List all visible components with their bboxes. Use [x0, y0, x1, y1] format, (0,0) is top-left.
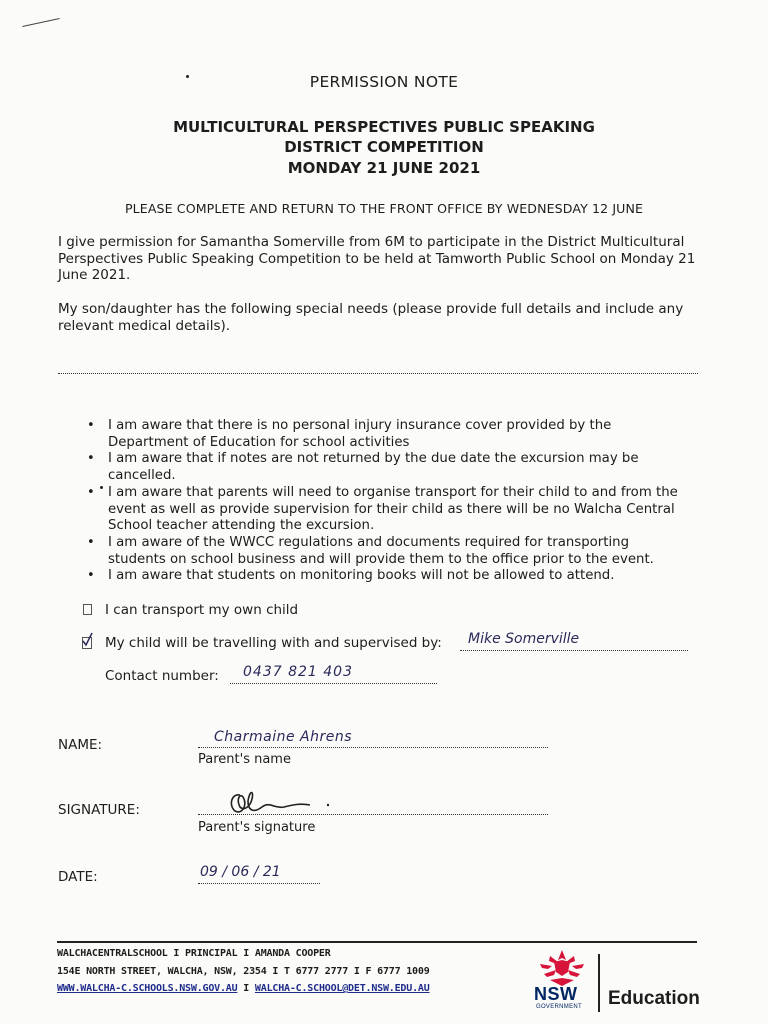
transport-checkbox[interactable]: [83, 604, 92, 615]
checkmark-icon: [81, 632, 95, 648]
date-field[interactable]: [198, 883, 320, 884]
special-needs-field[interactable]: [58, 373, 698, 374]
footer-website-link[interactable]: WWW.WALCHA-C.SCHOOLS.NSW.GOV.AU: [57, 983, 238, 994]
contact-field[interactable]: [230, 683, 437, 684]
supervised-option-label: My child will be travelling with and supervised by:: [105, 635, 442, 651]
signature-label: SIGNATURE:: [58, 802, 140, 818]
supervisor-name: Mike Somerville: [468, 631, 580, 647]
heading-line-1: MULTICULTURAL PERSPECTIVES PUBLIC SPEAKING: [173, 118, 595, 136]
special-needs-text: My son/daughter has the following special needs (please provide full details and include any relevant medical details).: [58, 301, 684, 334]
list-item: • I am aware that there is no personal injury insurance cover provided by the Department of Education for school activities: [85, 418, 685, 451]
list-item: • I am aware that parents will need to organise transport for their child to and from the event as well as provide supervision for their child as there will be no Walcha Central School teacher attending the excursion.: [85, 485, 685, 535]
signature-icon: [226, 781, 346, 821]
scan-mark: [22, 18, 59, 27]
footer-address-line: 154E NORTH STREET, WALCHA, NSW, 2354 I T 6777 2777 I F 6777 1009: [57, 966, 430, 977]
waratah-icon: [532, 948, 592, 988]
date-value: 09 / 06 / 21: [200, 864, 281, 880]
name-label: NAME:: [58, 737, 103, 753]
scan-dot: [186, 75, 189, 78]
footer-contact-line: [57, 983, 430, 994]
transport-option-label: I can transport my own child: [105, 602, 299, 618]
list-item: • I am aware of the WWCC regulations and documents required for transporting students on school business and will provide them to the office prior to the event.: [85, 535, 685, 568]
document-title: PERMISSION NOTE: [309, 73, 459, 91]
heading-line-2: DISTRICT COMPETITION: [284, 138, 484, 156]
list-item: • I am aware that students on monitoring books will not be allowed to attend.: [85, 568, 685, 585]
supervisor-field[interactable]: [460, 650, 688, 651]
logo-divider: [598, 954, 600, 1012]
supervised-checkbox[interactable]: [82, 637, 92, 649]
footer-divider: [57, 941, 697, 943]
contact-label: Contact number:: [105, 668, 219, 684]
nsw-education-logo: [528, 948, 718, 1018]
logo-nsw-text: NSW: [534, 984, 578, 1004]
footer-separator: I: [243, 983, 250, 994]
permission-text: I give permission for Samantha Somerville from 6M to participate in the District Multicultural Perspectives Public Speaking Competition to be held at Tamworth Public School on Monday 21 June 2021.: [58, 234, 696, 283]
footer-email-link[interactable]: WALCHA-C.SCHOOL@DET.NSW.EDU.AU: [254, 983, 430, 994]
contact-number: 0437 821 403: [243, 664, 353, 680]
footer-school-line: WALCHACENTRALSCHOOL I PRINCIPAL I AMANDA COOPER: [57, 948, 331, 959]
return-instruction: PLEASE COMPLETE AND RETURN TO THE FRONT OFFICE BY WEDNESDAY 12 JUNE: [124, 201, 644, 216]
acknowledgement-list: [85, 418, 685, 585]
date-label: DATE:: [58, 869, 98, 885]
list-item: • I am aware that if notes are not returned by the due date the excursion may be cancelled.: [85, 451, 685, 484]
parent-name-value: Charmaine Ahrens: [214, 729, 353, 745]
parent-name-field[interactable]: [198, 747, 548, 748]
logo-education-text: Education: [608, 988, 700, 1009]
parent-name-caption: Parent's name: [198, 752, 291, 767]
signature-caption: Parent's signature: [198, 820, 316, 835]
scan-dot: [100, 486, 103, 489]
logo-government-text: GOVERNMENT: [536, 1004, 583, 1010]
heading-line-3: MONDAY 21 JUNE 2021: [287, 159, 481, 177]
